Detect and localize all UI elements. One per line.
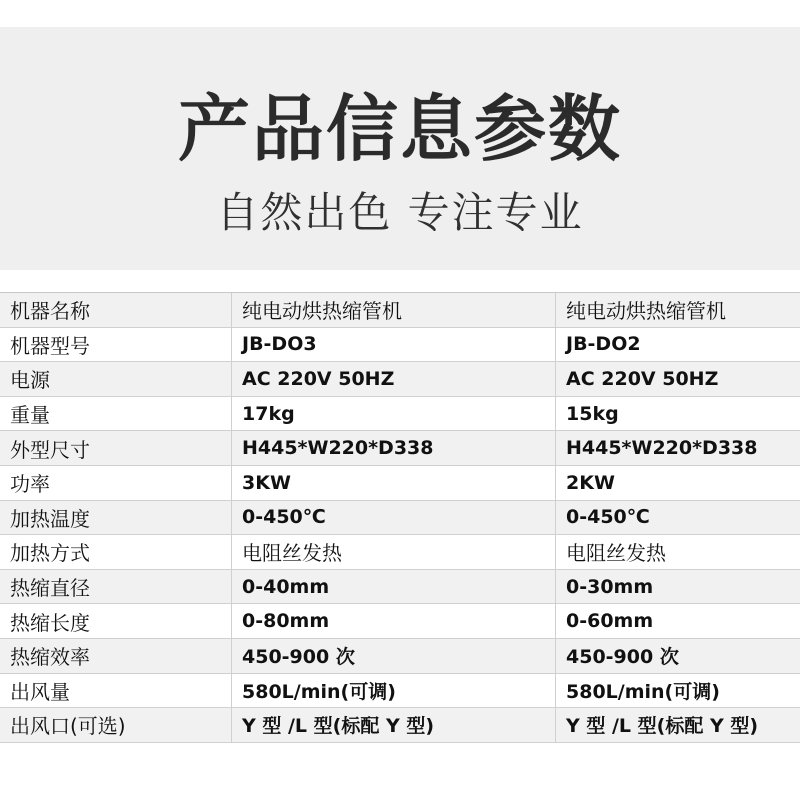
table-row	[0, 604, 800, 639]
table-row	[0, 466, 800, 501]
row-label: 出风量	[0, 674, 232, 708]
row-value-model-1: 17kg	[232, 397, 556, 431]
page-subtitle: 自然出色 专注专业	[216, 188, 584, 237]
row-value-model-1: 580L/min(可调)	[232, 674, 556, 708]
table-row	[0, 570, 800, 605]
row-value-model-1: 450-900 次	[232, 639, 556, 673]
row-label: 加热方式	[0, 535, 232, 569]
row-value-model-2: 0-450℃	[566, 506, 650, 529]
row-value-model-2: 580L/min(可调)	[566, 680, 720, 703]
table-row	[0, 431, 800, 466]
row-value-model-1: 0-40mm	[232, 570, 556, 604]
row-value-model-2: 450-900 次	[566, 646, 679, 669]
row-label: 外型尺寸	[0, 431, 232, 465]
page-title: 产品信息参数	[177, 87, 622, 171]
row-value-model-1: 电阻丝发热	[232, 535, 556, 569]
row-value-model-2: JB-DO2	[566, 333, 641, 356]
table-row	[0, 397, 800, 432]
row-label: 机器名称	[0, 293, 232, 327]
table-row	[0, 293, 800, 328]
row-label: 功率	[0, 466, 232, 500]
row-value-model-1: 纯电动烘热缩管机	[232, 293, 556, 327]
row-value-model-2: 0-30mm	[566, 575, 654, 598]
row-value-model-1: JB-DO3	[232, 328, 556, 362]
row-value-model-1: 0-450℃	[232, 501, 556, 535]
row-value-model-2: AC 220V 50HZ	[566, 367, 719, 390]
row-value-model-2: 纯电动烘热缩管机	[566, 299, 726, 324]
row-value-model-1: 3KW	[232, 466, 556, 500]
row-value-model-2: 2KW	[566, 471, 615, 494]
row-label: 热缩效率	[0, 639, 232, 673]
row-value-model-2: 电阻丝发热	[566, 541, 666, 566]
table-row	[0, 535, 800, 570]
row-label: 出风口(可选)	[0, 708, 232, 742]
row-label: 机器型号	[0, 328, 232, 362]
row-label: 热缩长度	[0, 604, 232, 638]
row-label: 热缩直径	[0, 570, 232, 604]
header-banner	[0, 27, 800, 270]
table-row	[0, 362, 800, 397]
row-value-model-2: 0-60mm	[566, 610, 654, 633]
row-value-model-2: 15kg	[566, 402, 619, 425]
table-row	[0, 639, 800, 674]
row-label: 电源	[0, 362, 232, 396]
row-value-model-1: 0-80mm	[232, 604, 556, 638]
table-row	[0, 328, 800, 363]
row-value-model-1: AC 220V 50HZ	[232, 362, 556, 396]
table-row	[0, 708, 800, 743]
row-value-model-2: Y 型 /L 型(标配 Y 型)	[566, 715, 759, 738]
spec-table	[0, 292, 800, 743]
row-label: 重量	[0, 397, 232, 431]
row-value-model-1: H445*W220*D338	[232, 431, 556, 465]
row-label: 加热温度	[0, 501, 232, 535]
row-value-model-1: Y 型 /L 型(标配 Y 型)	[232, 708, 556, 742]
table-row	[0, 674, 800, 709]
row-value-model-2: H445*W220*D338	[566, 437, 758, 460]
table-row	[0, 501, 800, 536]
